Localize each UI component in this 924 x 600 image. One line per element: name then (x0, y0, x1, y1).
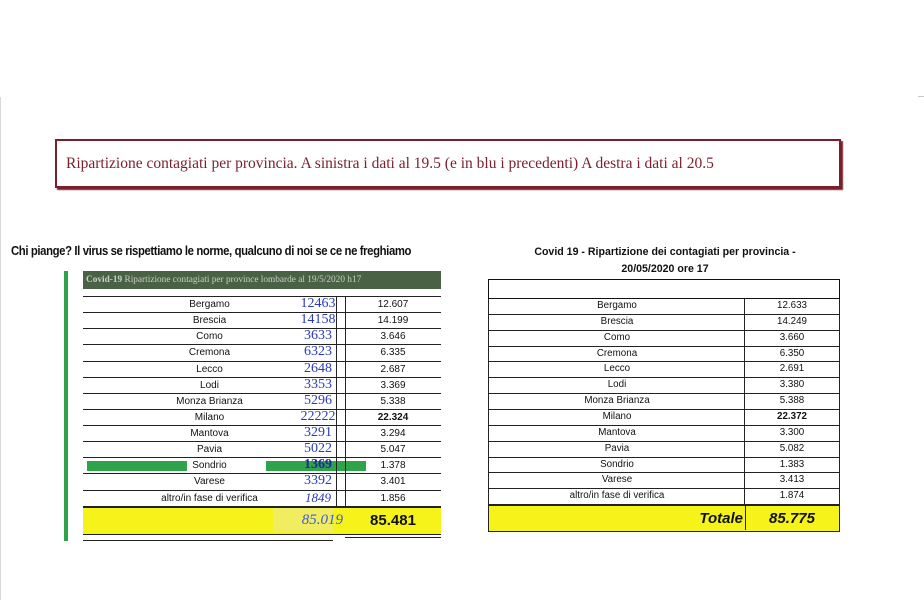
total-label: Totale (699, 510, 743, 527)
page-left-border (0, 97, 1, 600)
previous-value: 1849 (305, 489, 331, 505)
province-name: Lecco (196, 363, 223, 375)
previous-value: 3353 (304, 376, 332, 392)
province-name: Como (603, 331, 631, 343)
left-header-bold: Covid-19 (86, 275, 123, 285)
table-row (83, 345, 441, 361)
current-value: 14.249 (777, 315, 807, 327)
province-name: Varese (601, 474, 633, 486)
table-row (488, 473, 840, 489)
total-value: 85.775 (769, 510, 815, 527)
table-row (83, 442, 441, 458)
table-row (83, 297, 441, 313)
province-name: Mantova (598, 426, 636, 438)
province-name: Pavia (196, 444, 222, 456)
current-value: 1.874 (779, 490, 805, 502)
column-divider (345, 296, 346, 511)
table-row (488, 362, 840, 378)
table-row (488, 315, 840, 331)
table-row (488, 299, 840, 315)
left-header-text: Ripartizione contagiati per province lombarde al 19/5/2020 h17 (124, 275, 362, 285)
current-value: 5.338 (380, 395, 406, 407)
table-row (83, 394, 441, 410)
province-name: Brescia (192, 315, 227, 327)
current-value: 5.047 (380, 444, 406, 456)
left-table-image (83, 271, 446, 541)
table-row (488, 426, 840, 442)
previous-value: 3291 (304, 425, 332, 440)
current-value: 1.856 (380, 492, 406, 504)
province-name: Sondrio (600, 458, 634, 470)
province-name: Milano (194, 411, 225, 423)
province-name: Lecco (603, 363, 631, 375)
right-total-row (488, 505, 840, 532)
left-green-accent-bar (64, 271, 68, 541)
right-title-line-1: Covid 19 - Ripartizione dei contagiati per provincia - (534, 246, 796, 258)
province-name: Monza Brianza (584, 395, 650, 407)
table-row (488, 410, 840, 426)
current-value: 3.300 (779, 426, 805, 438)
province-name: Cremona (596, 347, 638, 359)
province-name: Brescia (600, 315, 634, 327)
table-row (83, 362, 441, 378)
province-name: Bergamo (189, 299, 230, 310)
province-name: Cremona (188, 347, 231, 359)
right-table-image (488, 279, 840, 532)
table-underline (83, 540, 333, 541)
table-row (83, 426, 441, 442)
table-row (83, 474, 441, 490)
table-row (488, 458, 840, 474)
previous-value: 3392 (304, 473, 332, 489)
previous-value: 1369 (304, 457, 332, 473)
right-table-empty-header (488, 279, 840, 299)
left-table-header (83, 271, 441, 289)
province-name: Lodi (607, 379, 627, 391)
caption-box: Ripartizione contagiati per provincia. A sinistra i dati al 19.5 (e in blu i precedenti) A destra i dati al 20.5 (55, 139, 841, 188)
current-value: 3.369 (380, 379, 406, 391)
right-table-grid (488, 279, 840, 505)
table-row (83, 378, 441, 394)
province-name: altro/in fase di verifica (161, 492, 258, 504)
previous-value: 12463 (300, 296, 336, 311)
current-value: 14.199 (377, 315, 409, 327)
table-underline (345, 537, 441, 538)
current-total: 85.481 (370, 512, 416, 529)
previous-value: 22222 (300, 408, 336, 424)
previous-value: 2648 (304, 360, 332, 376)
previous-total: 85.019 (301, 512, 343, 528)
current-value: 3.401 (380, 476, 406, 488)
table-row (488, 489, 840, 505)
current-value: 5.388 (779, 395, 805, 407)
current-value: 22.372 (777, 411, 807, 423)
current-value: 1.378 (380, 460, 406, 472)
current-value: 1.383 (779, 458, 805, 470)
current-value: 3.660 (779, 331, 805, 343)
column-divider (336, 296, 337, 511)
province-name: Sondrio (192, 460, 227, 472)
province-name: Milano (602, 411, 632, 423)
table-row (488, 442, 840, 458)
province-name: Como (196, 331, 223, 343)
table-row (83, 410, 441, 426)
right-image-title (490, 244, 840, 278)
current-value: 3.380 (779, 379, 805, 391)
table-row (488, 331, 840, 347)
left-total-row (83, 507, 441, 535)
table-row (488, 394, 840, 410)
table-row (83, 458, 441, 474)
province-name: altro/in fase di verifica (569, 490, 665, 502)
current-value: 22.324 (377, 411, 409, 423)
previous-value: 14158 (300, 312, 336, 328)
left-image-title: Chi piange? Il virus se rispettiamo le norme, qualcuno di noi se ce ne freghiamo (11, 243, 412, 258)
previous-value: 5296 (304, 392, 332, 408)
province-name: Pavia (604, 442, 630, 454)
previous-value: 5022 (304, 441, 332, 457)
right-title-line-2: 20/05/2020 ore 17 (621, 263, 709, 275)
table-row (488, 378, 840, 394)
left-table-grid (83, 296, 441, 507)
current-value: 3.413 (779, 474, 805, 486)
table-row (83, 491, 441, 507)
table-row (83, 329, 441, 345)
table-row (83, 313, 441, 329)
column-divider (744, 299, 745, 505)
current-value: 6.335 (380, 347, 406, 359)
province-name: Monza Brianza (176, 395, 243, 407)
province-name: Mantova (190, 428, 229, 439)
province-name: Lodi (200, 379, 219, 391)
current-value: 3.646 (380, 331, 406, 343)
province-name: Bergamo (597, 300, 637, 311)
current-value: 3.294 (380, 428, 406, 439)
current-value: 6.350 (779, 347, 805, 359)
current-value: 2.687 (380, 363, 406, 375)
previous-value: 3633 (304, 328, 332, 344)
current-value: 12.607 (377, 299, 409, 310)
previous-value: 6323 (304, 344, 332, 360)
current-value: 5.082 (779, 442, 805, 454)
page-corner-mark (918, 96, 924, 97)
current-value: 12.633 (777, 300, 807, 311)
province-name: Varese (194, 476, 225, 488)
table-row (488, 347, 840, 363)
current-value: 2.691 (779, 363, 805, 375)
